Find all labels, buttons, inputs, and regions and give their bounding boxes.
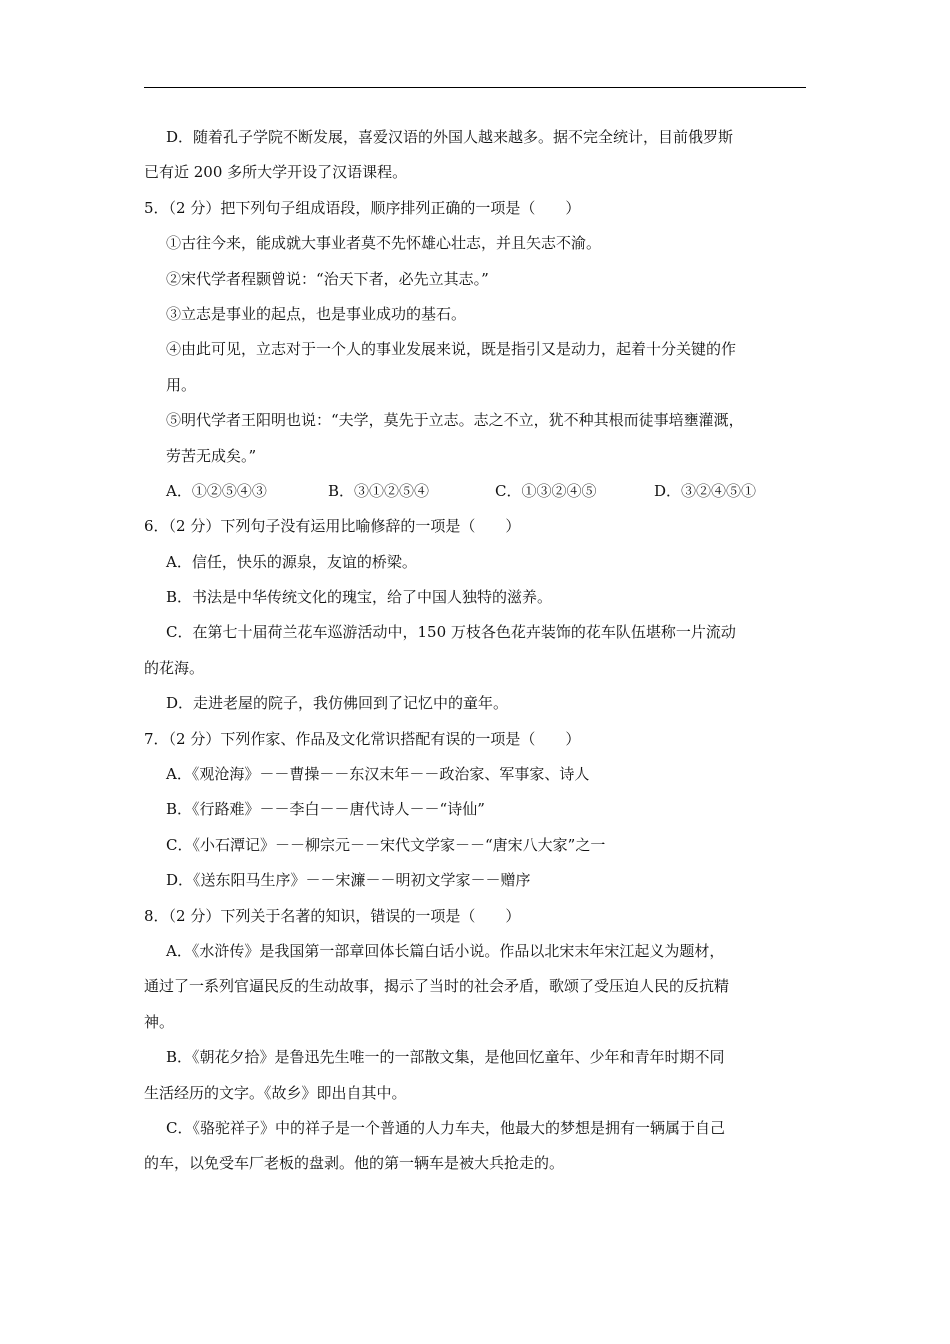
- q5-stem: 5．（2 分）把下列句子组成语段，顺序排列正确的一项是（ ）: [144, 198, 581, 217]
- q6-option-c-line1: C．在第七十届荷兰花车巡游活动中，150 万枝各色花卉装饰的花车队伍堪称一片流动: [166, 623, 736, 642]
- q8-option-a-line2: 通过了一系列官逼民反的生动故事，揭示了当时的社会矛盾，歌颂了受压迫人民的反抗精: [144, 977, 730, 996]
- q5-options: [144, 474, 824, 509]
- q8-stem: 8．（2 分）下列关于名著的知识，错误的一项是（ ）: [144, 906, 521, 925]
- q7-option-a: A．《观沧海》－－曹操－－东汉末年－－政治家、军事家、诗人: [166, 765, 590, 784]
- header-rule: [144, 87, 806, 88]
- q6-option-a: A．信任，快乐的源泉，友谊的桥梁。: [166, 552, 417, 571]
- q6-option-b: B．书法是中华传统文化的瑰宝，给了中国人独特的滋养。: [166, 588, 553, 607]
- q5-sentence-4-line1: ④由此可见，立志对于一个人的事业发展来说，既是指引又是动力，起着十分关键的作: [166, 340, 737, 359]
- q7-stem: 7．（2 分）下列作家、作品及文化常识搭配有误的一项是（ ）: [144, 729, 581, 748]
- q8-option-a-line1: A．《水浒传》是我国第一部章回体长篇白话小说。作品以北宋末年宋江起义为题材，: [166, 941, 725, 960]
- q6-option-c-line2: 的花海。: [144, 658, 205, 677]
- q8-option-b-line1: B．《朝花夕拾》是鲁迅先生唯一的一部散文集，是他回忆童年、少年和青年时期不同: [166, 1048, 725, 1067]
- q7-option-b: B．《行路难》－－李白－－唐代诗人－－“诗仙”: [166, 800, 485, 819]
- q7-option-d: D．《送东阳马生序》－－宋濂－－明初文学家－－赠序: [166, 871, 531, 890]
- q6-option-d: D．走进老屋的院子，我仿佛回到了记忆中的童年。: [166, 694, 509, 713]
- q5-option-c: C．①③②④⑤: [495, 481, 597, 500]
- q5-sentence-4-line2: 用。: [166, 375, 197, 394]
- q5-option-d: D．③②④⑤①: [654, 481, 757, 500]
- q6-stem: 6．（2 分）下列句子没有运用比喻修辞的一项是（ ）: [144, 517, 521, 536]
- q5-sentence-5-line1: ⑤明代学者王阳明也说：“夫学，莫先于立志。志之不立，犹不种其根而徒事培壅灌溉，: [166, 411, 744, 430]
- q8-option-b-line2: 生活经历的文字。《故乡》即出自其中。: [144, 1083, 407, 1102]
- q7-option-c: C．《小石潭记》－－柳宗元－－宋代文学家－－“唐宋八大家”之一: [166, 835, 606, 854]
- q4-option-d-line2: 已有近 200 多所大学开设了汉语课程。: [144, 163, 408, 182]
- q5-sentence-3: ③立志是事业的起点，也是事业成功的基石。: [166, 304, 467, 323]
- q8-option-c-line2: 的车，以免受车厂老板的盘剥。他的第一辆车是被大兵抢走的。: [144, 1154, 565, 1173]
- q8-option-a-line3: 神。: [144, 1012, 175, 1031]
- exam-page-content: [144, 120, 824, 1182]
- q5-option-b: B．③①②⑤④: [328, 481, 430, 500]
- q5-option-a: A．①②⑤④③: [166, 481, 267, 500]
- q5-sentence-5-line2: 劳苦无成矣。”: [166, 446, 257, 465]
- q8-option-c-line1: C．《骆驼祥子》中的祥子是一个普通的人力车夫，他最大的梦想是拥有一辆属于自己: [166, 1118, 725, 1137]
- q5-sentence-2: ②宋代学者程颢曾说：“治天下者，必先立其志。”: [166, 269, 489, 288]
- q5-sentence-1: ①古往今来，能成就大事业者莫不先怀雄心壮志，并且矢志不渝。: [166, 234, 602, 253]
- q4-option-d-line1: D．随着孔子学院不断发展，喜爱汉语的外国人越来越多。据不完全统计，目前俄罗斯: [166, 128, 734, 146]
